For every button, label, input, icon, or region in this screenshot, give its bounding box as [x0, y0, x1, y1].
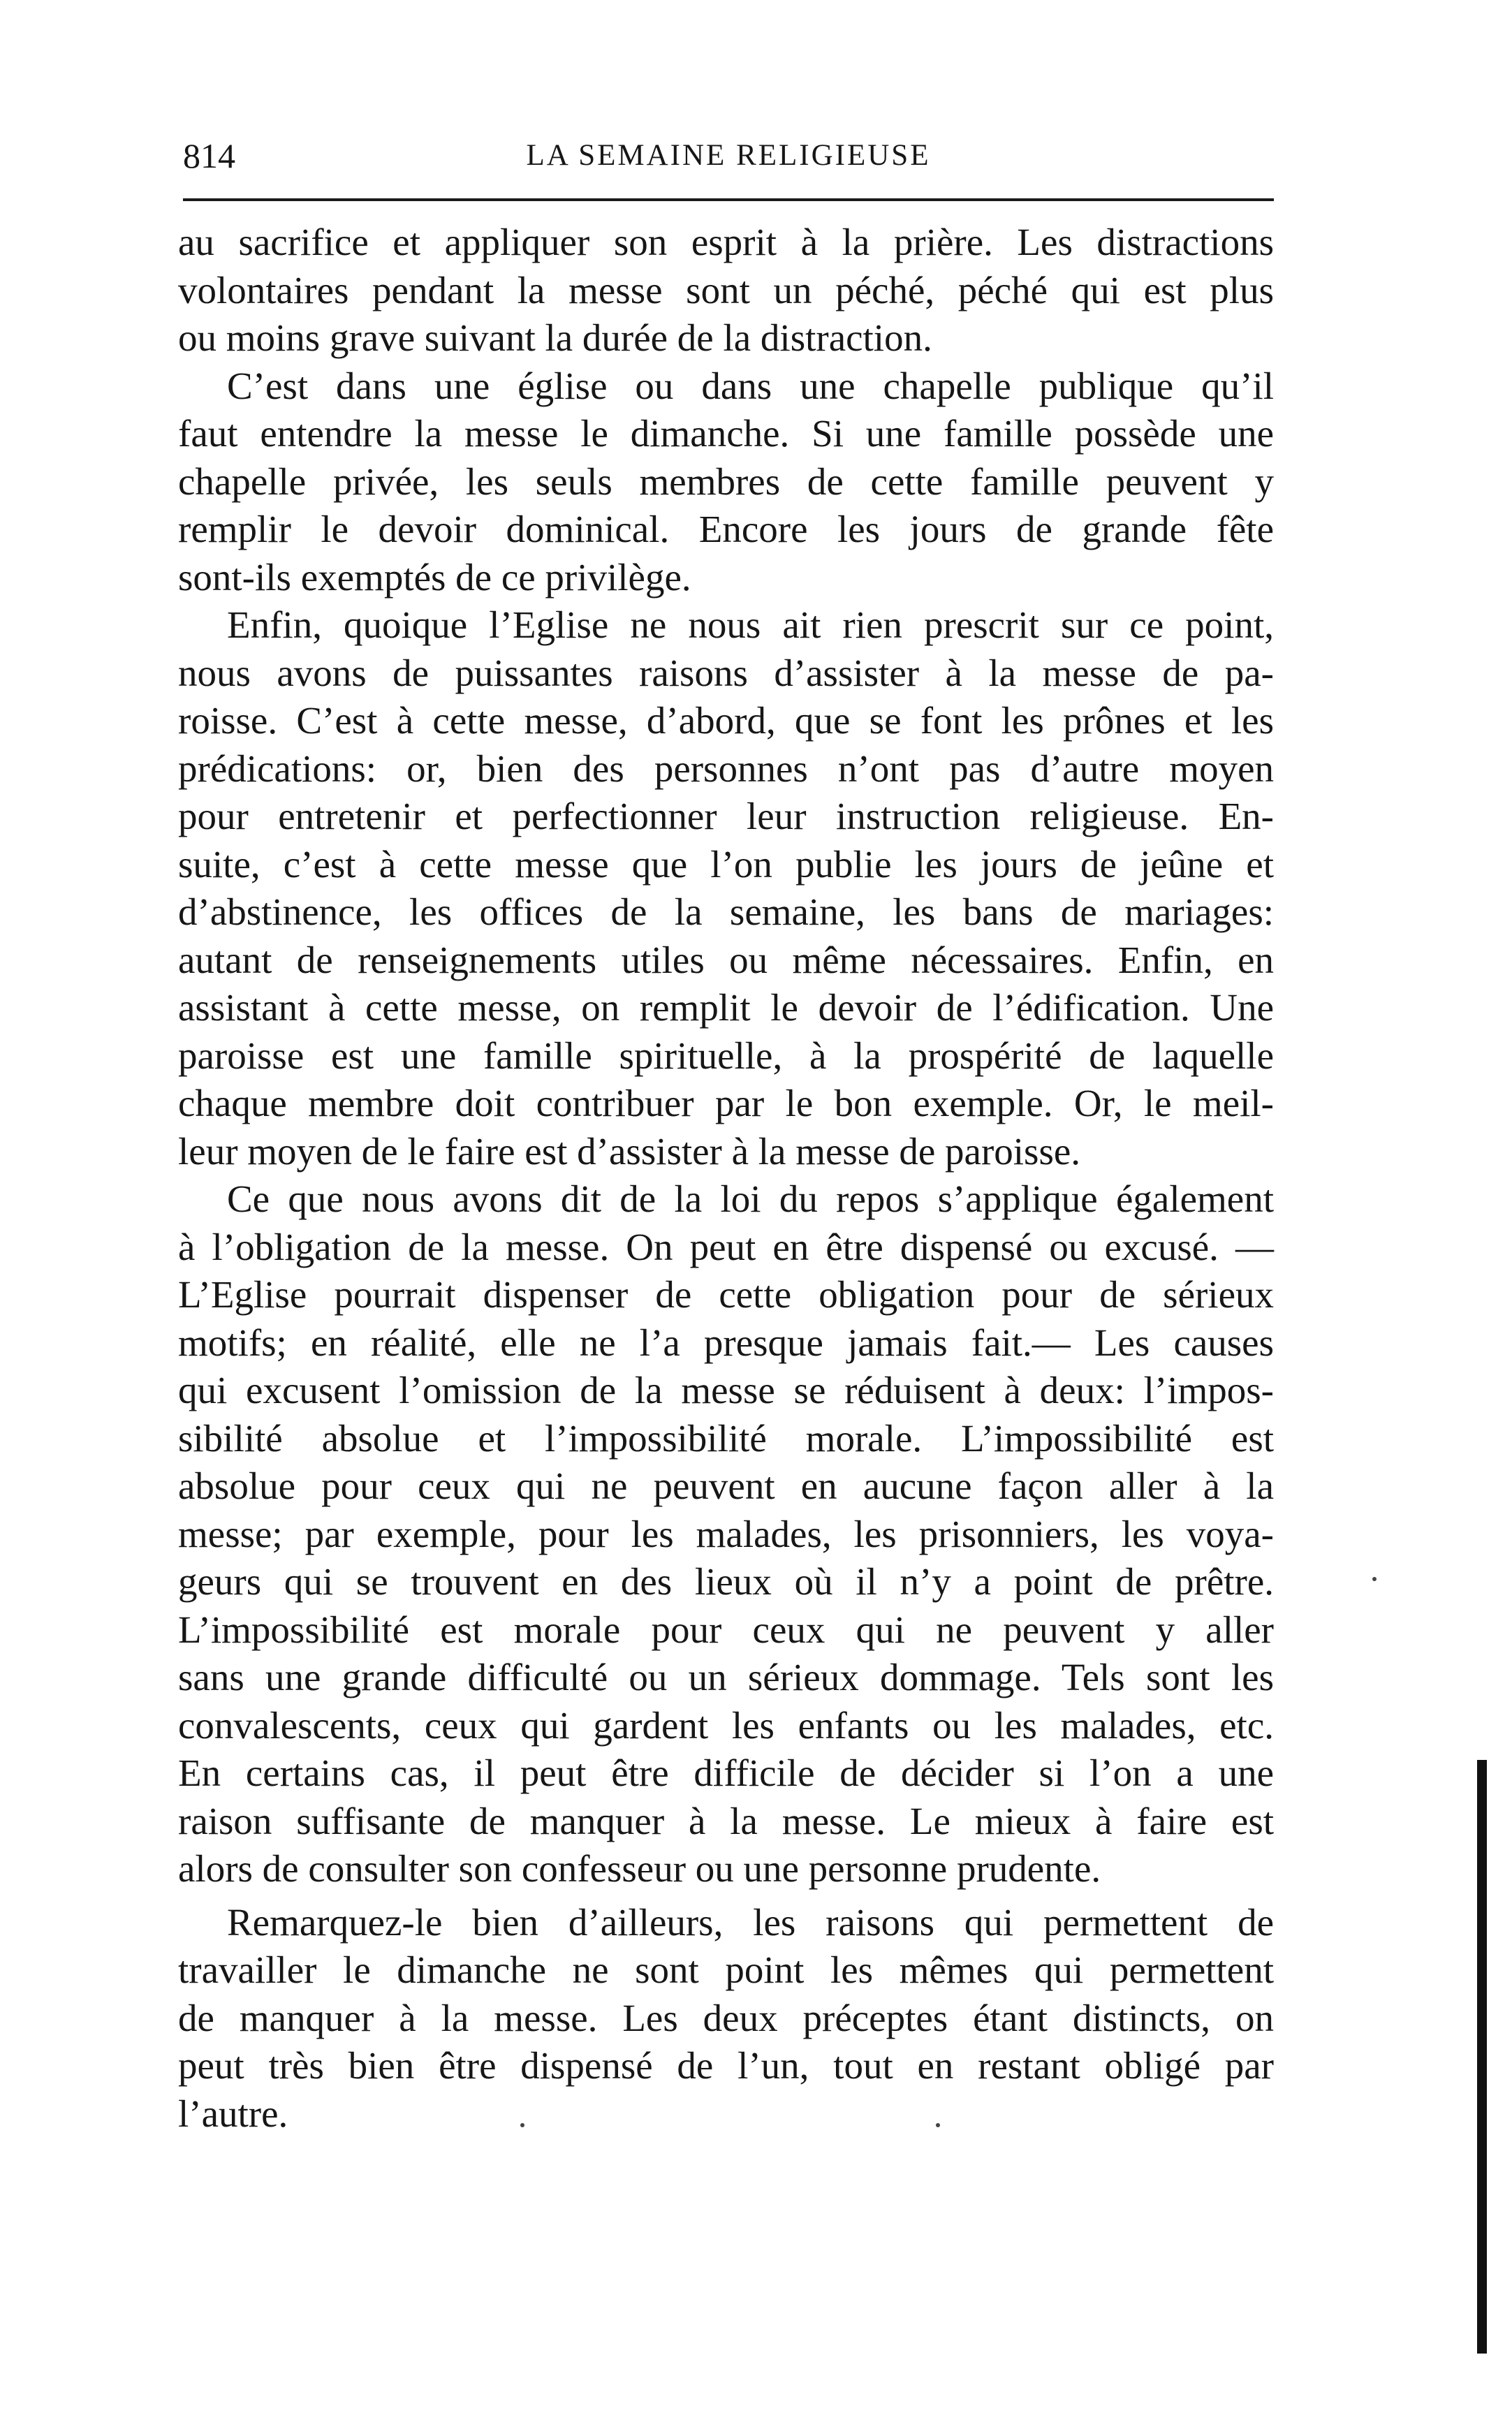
- text-line: sibilité absolue et l’impossibilité morale. L’impossibilité est: [178, 1416, 1274, 1460]
- running-title: LA SEMAINE RELIGIEUSE: [526, 139, 931, 172]
- text-line: motifs; en réalité, elle ne l’a presque jamais fait.— Les causes: [178, 1321, 1274, 1364]
- text-line: à l’obligation de la messe. On peut en être dispensé ou excusé. —: [178, 1225, 1274, 1268]
- scan-speck: [936, 2123, 940, 2127]
- text-line: au sacrifice et appliquer son esprit à la prière. Les distractions: [178, 221, 1274, 263]
- text-line: alors de consulter son confesseur ou une personne prudente.: [178, 1847, 1101, 1890]
- text-line: nous avons de puissantes raisons d’assister à la messe de pa-: [178, 651, 1274, 694]
- text-line: raison suffisante de manquer à la messe. Le mieux à faire est: [178, 1799, 1274, 1842]
- page-header: [183, 131, 1274, 180]
- text-line: chapelle privée, les seuls membres de cette famille peuvent y: [178, 460, 1274, 503]
- scan-speck: [1372, 1577, 1377, 1581]
- text-line: l’autre.: [178, 2092, 288, 2135]
- text-line: convalescents, ceux qui gardent les enfants ou les malades, etc.: [178, 1703, 1274, 1747]
- text-line: roisse. C’est à cette messe, d’abord, que se font les prônes et les: [178, 699, 1274, 742]
- text-line: sont-ils exemptés de ce privilège.: [178, 555, 691, 599]
- text-line: chaque membre doit contribuer par le bon exemple. Or, le meil-: [178, 1082, 1274, 1124]
- text-line: d’abstinence, les offices de la semaine, les bans de mariages:: [178, 890, 1274, 933]
- text-line: ou moins grave suivant la durée de la distraction.: [178, 316, 932, 359]
- text-line: L’Eglise pourrait dispenser de cette obligation pour de sérieux: [178, 1273, 1274, 1316]
- text-line: L’impossibilité est morale pour ceux qui ne peuvent y aller: [178, 1608, 1274, 1651]
- text-line: peut très bien être dispensé de l’un, tout en restant obligé par: [178, 2044, 1274, 2087]
- text-line: Remarquez-le bien d’ailleurs, les raisons qui permettent de: [227, 1900, 1274, 1944]
- text-line: leur moyen de le faire est d’assister à la messe de paroisse.: [178, 1129, 1081, 1173]
- text-line: qui excusent l’omission de la messe se réduisent à deux: l’impos-: [178, 1369, 1274, 1411]
- text-line: assistant à cette messe, on remplit le devoir de l’édification. Une: [178, 986, 1274, 1029]
- text-line: remplir le devoir dominical. Encore les jours de grande fête: [178, 508, 1274, 550]
- text-line: prédications: or, bien des personnes n’ont pas d’autre moyen: [178, 747, 1274, 790]
- margin-scan-mark: [1477, 1760, 1487, 2354]
- text-line: Enfin, quoique l’Eglise ne nous ait rien prescrit sur ce point,: [227, 603, 1274, 646]
- header-rule: [183, 198, 1274, 201]
- text-line: C’est dans une église ou dans une chapelle publique qu’il: [227, 364, 1274, 407]
- text-line: absolue pour ceux qui ne peuvent en aucune façon aller à la: [178, 1465, 1274, 1507]
- page-number: 814: [183, 136, 235, 175]
- text-line: sans une grande difficulté ou un sérieux dommage. Tels sont les: [178, 1656, 1274, 1698]
- text-line: Ce que nous avons dit de la loi du repos s’applique également: [227, 1177, 1274, 1220]
- text-line: volontaires pendant la messe sont un péché, péché qui est plus: [178, 268, 1274, 311]
- text-line: messe; par exemple, pour les malades, les prisonniers, les voya-: [178, 1512, 1274, 1555]
- text-line: En certains cas, il peut être difficile de décider si l’on a une: [178, 1752, 1274, 1794]
- text-line: paroisse est une famille spirituelle, à la prospérité de laquelle: [178, 1034, 1274, 1077]
- scan-speck: [520, 2123, 524, 2127]
- text-line: suite, c’est à cette messe que l’on publie les jours de jeûne et: [178, 842, 1274, 886]
- text-line: travailler le dimanche ne sont point les mêmes qui permettent: [178, 1948, 1274, 1991]
- text-line: geurs qui se trouvent en des lieux où il n’y a point de prêtre.: [178, 1560, 1274, 1603]
- body-text: [178, 219, 1274, 2138]
- text-line: autant de renseignements utiles ou même nécessaires. Enfin, en: [178, 938, 1274, 981]
- text-line: faut entendre la messe le dimanche. Si une famille possède une: [178, 412, 1274, 455]
- text-line: de manquer à la messe. Les deux préceptes étant distincts, on: [178, 1996, 1274, 2039]
- text-line: pour entretenir et perfectionner leur instruction religieuse. En-: [178, 795, 1274, 837]
